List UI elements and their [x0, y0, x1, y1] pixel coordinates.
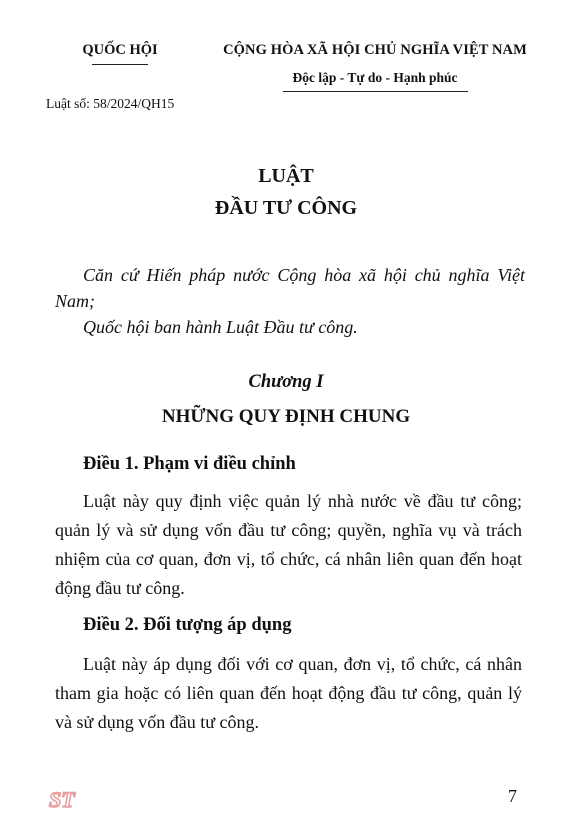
article-1-text: Luật này quy định việc quản lý nhà nước về đầu tư công; quản lý và sử dụng vốn đầu tư công; quyền, nghĩa vụ và trách nhiệm của cơ quan, đơn vị, tổ chức, cá nhân liên quan đến hoạt động đầu tư công.: [55, 491, 522, 598]
national-motto: Độc lập - Tự do - Hạnh phúc: [292, 70, 458, 85]
chapter-number: Chương I: [248, 372, 324, 392]
issuer-name: QUỐC HỘI: [82, 42, 158, 58]
preamble-paragraph-2: Quốc hội ban hành Luật Đầu tư công.: [83, 317, 358, 337]
page-number: 7: [508, 786, 517, 806]
article-2-heading: Điều 2. Đối tượng áp dụng: [83, 615, 292, 635]
chapter-name: NHỮNG QUY ĐỊNH CHUNG: [161, 406, 411, 427]
law-title-line2: ĐẦU TƯ CÔNG: [214, 197, 358, 219]
article-2-text: Luật này áp dụng đối với cơ quan, đơn vị, tổ chức, cá nhân tham gia hoặc có liên quan đến hoạt động đầu tư công, quản lý và sử dụng vốn đầu tư công.: [55, 654, 522, 732]
issuer-underline: [92, 64, 148, 65]
st-logo-icon: [48, 786, 76, 812]
article-1-heading: Điều 1. Phạm vi điều chỉnh: [83, 454, 296, 474]
law-number: Luật số: 58/2024/QH15: [46, 96, 175, 111]
motto-underline: [283, 91, 468, 92]
country-name: CỘNG HÒA XÃ HỘI CHỦ NGHĨA VIỆT NAM: [223, 42, 527, 58]
svg-text:ST: ST: [49, 787, 75, 812]
law-title-line1: LUẬT: [258, 165, 314, 187]
preamble-paragraph-1: Căn cứ Hiến pháp nước Cộng hòa xã hội chủ nghĩa Việt Nam;: [55, 265, 525, 311]
